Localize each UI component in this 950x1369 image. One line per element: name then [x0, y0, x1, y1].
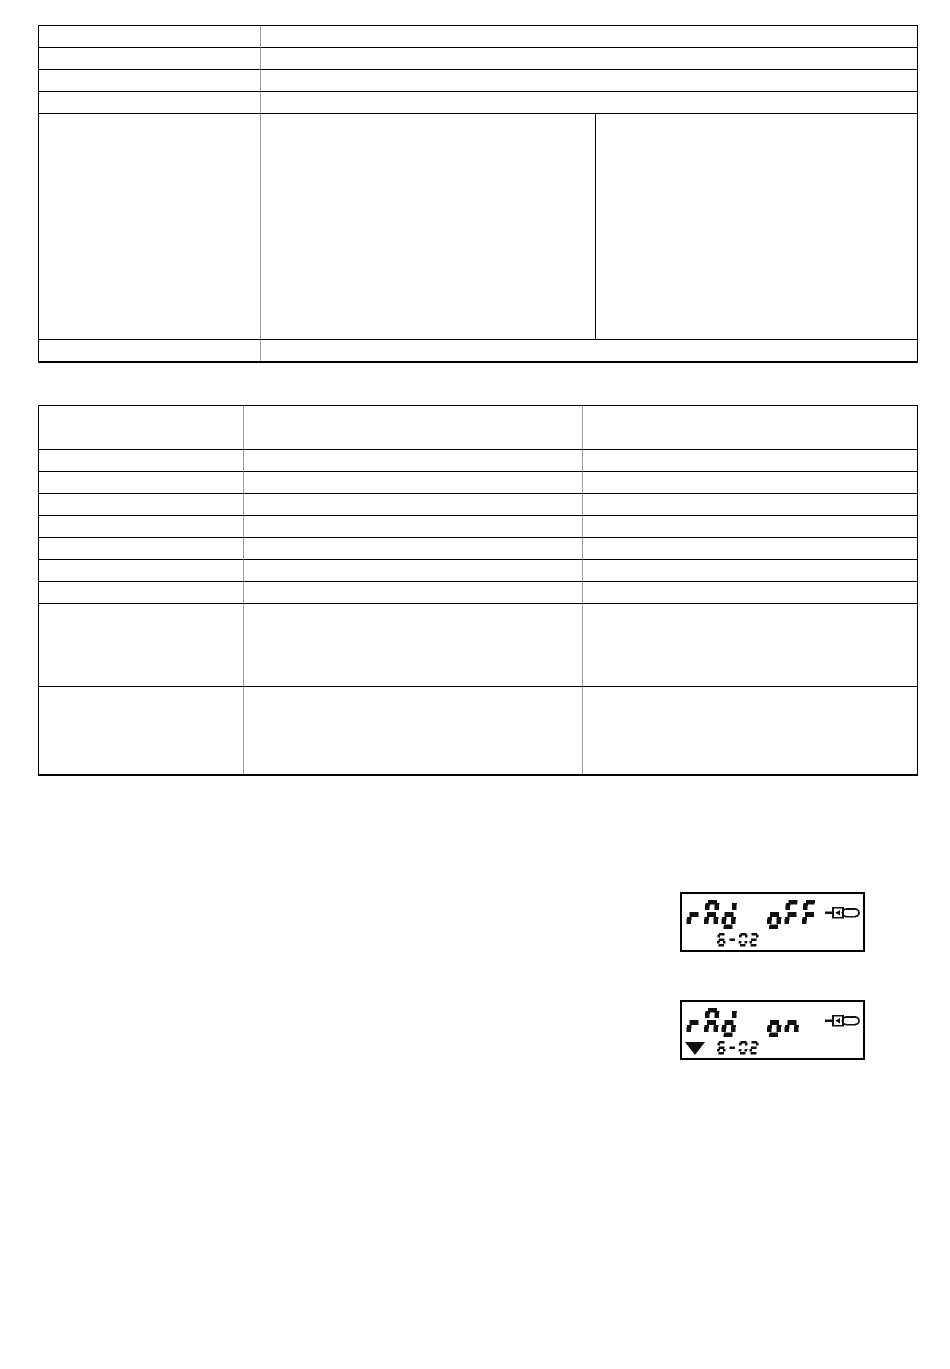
table-cell [583, 472, 917, 494]
table-cell [583, 604, 917, 687]
table-cell [261, 48, 917, 70]
table-cell [244, 582, 583, 604]
table-row [39, 560, 917, 582]
table-row [39, 516, 917, 538]
table-row [39, 582, 917, 604]
table-cell [261, 114, 596, 340]
table-cell [244, 538, 583, 560]
table-cell [39, 494, 244, 516]
table-header-row [39, 406, 917, 450]
table-cell [261, 340, 917, 361]
table-cell [583, 687, 917, 774]
table-cell [583, 538, 917, 560]
table-cell [39, 582, 244, 604]
table-cell [39, 450, 244, 472]
table-row [39, 494, 917, 516]
table-cell [39, 48, 261, 70]
down-arrow-icon [685, 1042, 705, 1055]
table-cell [583, 582, 917, 604]
table-cell [244, 406, 583, 450]
table-cell [583, 450, 917, 472]
table-row [39, 687, 917, 774]
table-cell [583, 516, 917, 538]
lcd-display-rad-off [680, 892, 865, 952]
table-cell [583, 494, 917, 516]
table-row [39, 472, 917, 494]
table-cell [39, 406, 244, 450]
table-row [39, 604, 917, 687]
table-row [39, 450, 917, 472]
table-cell [244, 560, 583, 582]
table-cell [39, 516, 244, 538]
table-cell [39, 26, 261, 48]
table-row [39, 340, 917, 361]
table-cell [39, 538, 244, 560]
key-icon [825, 1016, 859, 1026]
table-cell [39, 92, 261, 114]
table-cell [244, 494, 583, 516]
table-cell [244, 604, 583, 687]
table-cell [39, 604, 244, 687]
table-cell [261, 26, 917, 48]
table-cell [583, 560, 917, 582]
table-cell [39, 560, 244, 582]
table-cell [244, 450, 583, 472]
table-cell [39, 114, 261, 340]
table-row [39, 26, 917, 48]
lcd-display-rad-on [680, 1000, 865, 1060]
table-cell [583, 406, 917, 450]
table-cell [39, 70, 261, 92]
table-cell [244, 516, 583, 538]
table-row [39, 70, 917, 92]
table-row [39, 538, 917, 560]
table-cell [261, 70, 917, 92]
key-icon [825, 908, 859, 918]
table-row [39, 48, 917, 70]
table-cell [261, 92, 917, 114]
table-cell [596, 114, 917, 340]
table-cell [244, 687, 583, 774]
table-row [39, 92, 917, 114]
spec-table-bottom [38, 405, 918, 776]
spec-table-top [38, 25, 918, 363]
table-cell [244, 472, 583, 494]
table-cell [39, 687, 244, 774]
seven-segment-display [682, 894, 863, 950]
table-row [39, 114, 917, 340]
seven-segment-display [682, 1002, 863, 1058]
table-cell [39, 472, 244, 494]
table-cell [39, 340, 261, 361]
